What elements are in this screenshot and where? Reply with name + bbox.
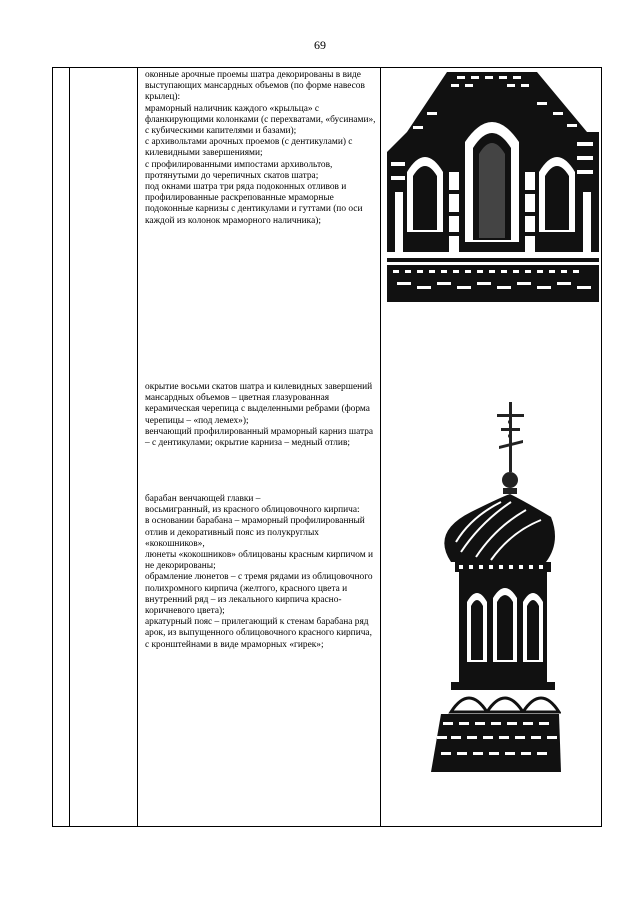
column-divider <box>380 68 381 826</box>
column-divider <box>137 68 138 826</box>
description-table <box>52 67 602 827</box>
description-text-drum: барабан венчающей главки – восьмигранный, из красного облицовочного кирпича: в основании барабана – мраморный профилированный отлив и декоративный пояс из полукруглых «кокошников», люнеты «кокошников» облицованы красным кирпичом и не декорированы; обрамление люнетов – с тремя рядами из облицовочного полихромного кирпича (желтого, красного цвета и внутренний ряд – из лекального кирпича красно-коричневого цвета); аркатурный пояс – прилегающий к стенам барабана ряд арок, из выпущенного облицовочного красного кирпича, с кронштейнами в виде мраморных «гирек»; <box>145 494 374 650</box>
dome-drum-photo <box>431 402 561 772</box>
page-number: 69 <box>314 38 326 52</box>
description-text-tent-windows: оконные арочные проемы шатра декорированы в виде выступающих мансардных объемов (по форме навесов крылец): мраморный наличник каждого «крыльца» с фланкирующими колонками (с перехватами, «бусинами», с кубическими капителями и базами); с архивольтами арочных проемов (с дентикулами) с килевидными завершениями; с профилированными импостами архивольтов, протянутыми до черепичных скатов шатра; под окнами шатра три ряда подоконных отливов и профилированные раскрепованные мраморные подоконные карнизы с дентикулами и гуттами (по оси каждой из колонок мраморного наличника); <box>145 70 376 226</box>
tent-dormer-photo <box>387 72 599 302</box>
column-divider <box>69 68 70 826</box>
description-text-roof-covering: окрытие восьми скатов шатра и килевидных завершений мансардных объемов – цветная глазурованная керамическая черепица с выделенными ребрами (форма черепицы – «под лемех»); венчающий профилированный мраморный карниз шатра – с дентикулами; окрытие карниза – медный отлив; <box>145 382 374 449</box>
